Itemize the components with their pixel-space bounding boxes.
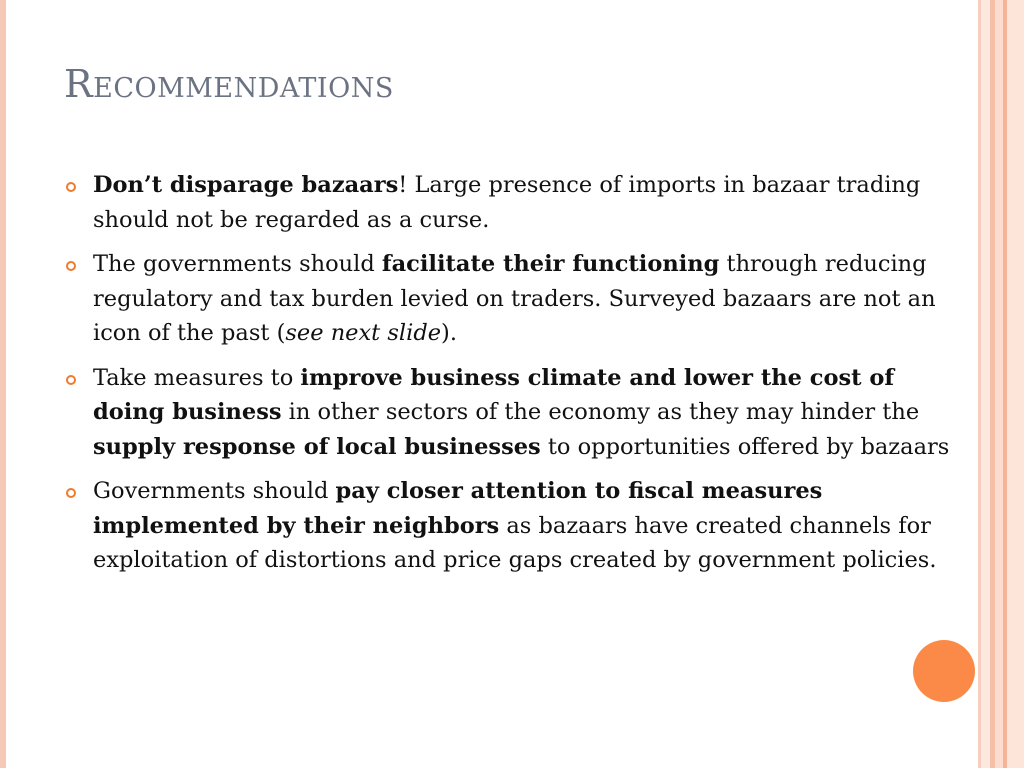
right-stripe-6 [1007, 0, 1024, 768]
right-stripe-4 [995, 0, 1003, 768]
bullet-item [60, 168, 960, 237]
slide-title: Recommendations [64, 62, 394, 106]
bullet-item [60, 474, 960, 578]
bullet-text: to opportunities offered by bazaars [540, 433, 950, 460]
bullet-item [60, 361, 960, 465]
bullet-text: in other sectors of the economy as they may hinder the [281, 399, 920, 425]
right-stripe-2 [981, 0, 990, 768]
left-edge-stripe [0, 0, 6, 768]
bullet-text: through reducing regulatory and tax burden levied on traders. Surveyed bazaars are not an icon of the past ( [93, 251, 936, 346]
bullet-text: Governments should [93, 478, 336, 504]
bullet-circle-icon [66, 488, 76, 498]
bullet-text-bold: facilitate their functioning [381, 251, 720, 277]
bullet-text-bold: pay closer attention to fiscal measures implemented by their neighbors [93, 478, 823, 539]
bullet-text: ). [441, 320, 457, 346]
bullet-text-bold: supply response of local businesses [93, 433, 541, 460]
bullet-item [60, 247, 960, 351]
bullet-circle-icon [66, 261, 76, 271]
bullet-list [60, 168, 960, 588]
bullet-circle-icon [66, 375, 76, 385]
accent-circle [913, 640, 975, 702]
bullet-text-bold: improve business climate and lower the cost of doing business [93, 364, 895, 425]
bullet-text: Take measures to [93, 364, 301, 391]
bullet-text: as bazaars have created channels for exploitation of distortions and price gaps created by government policies. [93, 512, 937, 573]
bullet-text-italic: see next slide [285, 320, 442, 346]
bullet-circle-icon [66, 182, 76, 192]
bullet-text: The governments should [93, 251, 382, 277]
bullet-text-bold: Don’t disparage bazaars [93, 172, 399, 198]
bullet-text: ! Large presence of imports in bazaar trading should not be regarded as a curse. [93, 172, 921, 233]
